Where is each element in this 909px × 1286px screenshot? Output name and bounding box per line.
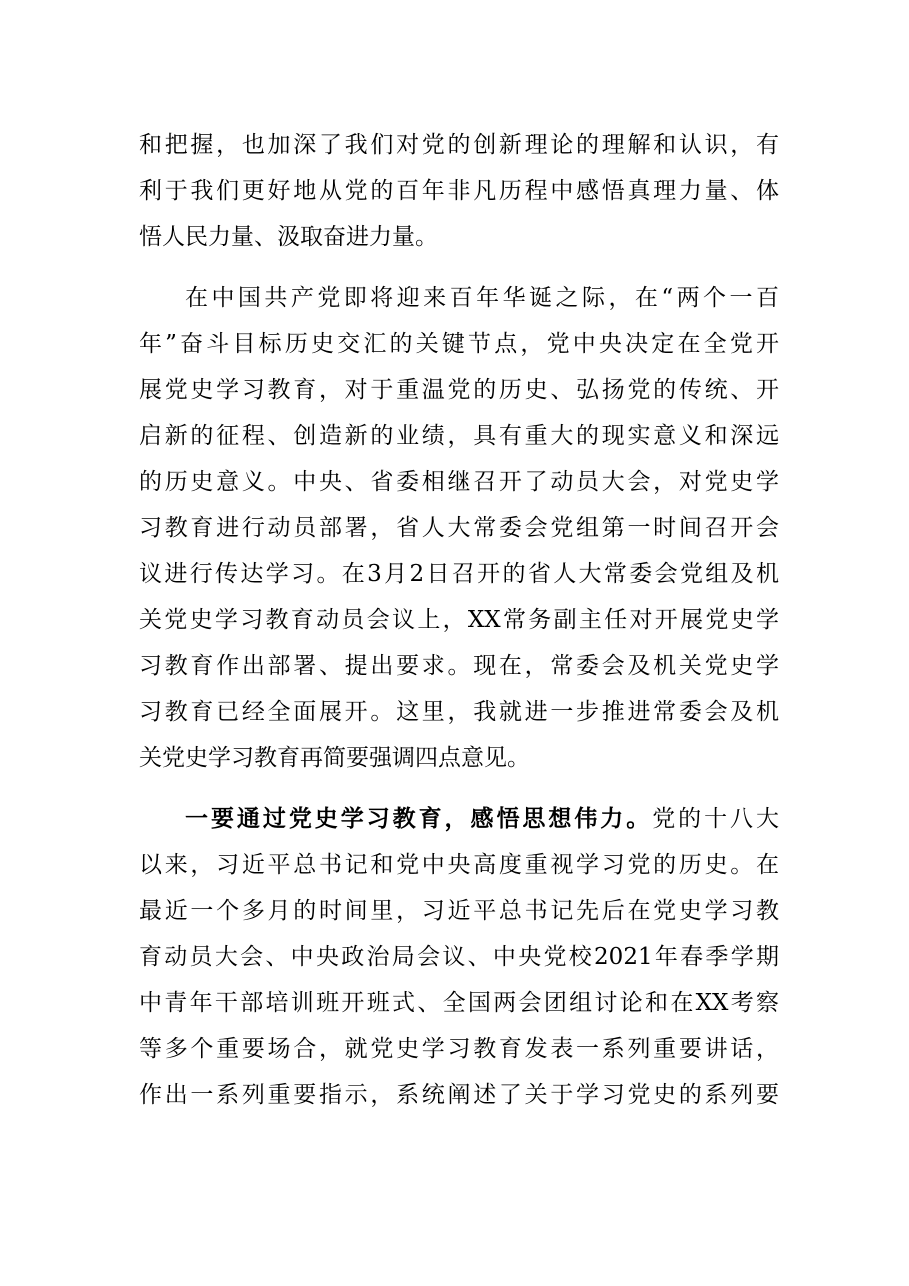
text-line: 习教育进行动员部署，省人大常委会党组第一时间召开会 — [139, 515, 779, 541]
paragraph-3 — [139, 796, 779, 1118]
text-line: 以来，习近平总书记和党中央高度重视学习党的历史。在 — [139, 852, 779, 878]
paragraph-1 — [139, 122, 779, 260]
text-line: 关党史学习教育动员会议上，XX常务副主任对开展党史学 — [139, 607, 779, 633]
text-span: 党的十八大 — [652, 806, 780, 832]
text-line: 等多个重要场合，就党史学习教育发表一系列重要讲话， — [139, 1036, 779, 1062]
text-line: 的历史意义。中央、省委相继召开了动员大会，对党史学 — [139, 469, 779, 495]
text-line: 作出一系列重要指示，系统阐述了关于学习党史的系列要 — [139, 1082, 779, 1108]
text-line: 最近一个多月的时间里，习近平总书记先后在党史学习教 — [139, 898, 779, 924]
paragraph-2 — [139, 275, 779, 781]
text-line: 育动员大会、中央政治局会议、中央党校2021年春季学期 — [139, 944, 779, 970]
text-line: 悟人民力量、汲取奋进力量。 — [139, 224, 438, 250]
text-line — [139, 796, 779, 842]
text-line: 关党史学习教育再简要强调四点意见。 — [139, 745, 530, 771]
text-line: 和把握，也加深了我们对党的创新理论的理解和认识，有 — [139, 132, 779, 158]
text-line: 启新的征程、创造新的业绩，具有重大的现实意义和深远 — [139, 423, 779, 449]
text-line: 习教育作出部署、提出要求。现在，常委会及机关党史学 — [139, 653, 779, 679]
text-line: 习教育已经全面展开。这里，我就进一步推进常委会及机 — [139, 699, 779, 725]
text-line: 中青年干部培训班开班式、全国两会团组讨论和在XX考察 — [139, 990, 779, 1016]
text-line: 展党史学习教育，对于重温党的历史、弘扬党的传统、开 — [139, 377, 779, 403]
text-line: 利于我们更好地从党的百年非凡历程中感悟真理力量、体 — [139, 178, 779, 204]
text-line: 议进行传达学习。在3月2日召开的省人大常委会党组及机 — [139, 561, 779, 587]
text-line: 在中国共产党即将迎来百年华诞之际，在“两个一百 — [185, 285, 779, 311]
text-line: 年”奋斗目标历史交汇的关键节点，党中央决定在全党开 — [139, 331, 779, 357]
document-body — [139, 122, 779, 1118]
section-heading: 一要通过党史学习教育，感悟思想伟力。 — [185, 805, 653, 832]
